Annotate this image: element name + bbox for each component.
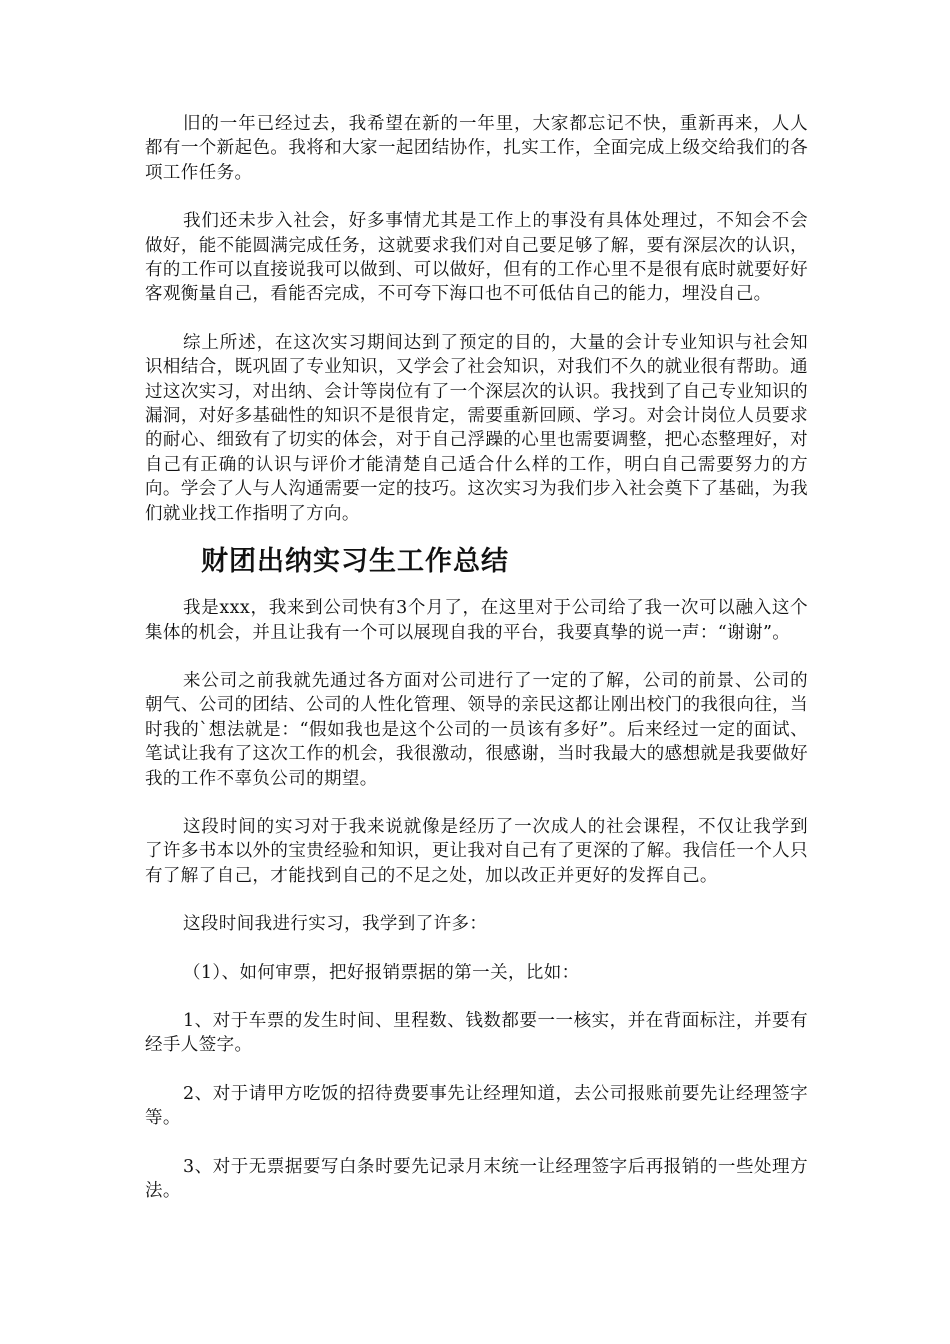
paragraph: 来公司之前我就先通过各方面对公司进行了一定的了解，公司的前景、公司的朝气、公司的团结、公司的人性化管理、领导的亲民这都让刚出校门的我很向往，当时我的`想法就是：“假如我也是这个公司的一员该有多好”。后来经过一定的面试、笔试让我有了这次工作的机会，我很激动，很感谢，当时我最大的感想就是我要做好我的工作不辜负公司的期望。 <box>145 670 808 789</box>
list-heading: （1）、如何审票，把好报销票据的第一关，比如： <box>183 962 580 983</box>
paragraph: 这段时间我进行实习，我学到了许多： <box>183 914 488 935</box>
list-item: 2、对于请甲方吃饭的招待费要事先让经理知道，去公司报账前要先让经理签字等。 <box>145 1083 808 1129</box>
paragraph-spacer <box>145 888 808 912</box>
paragraph: 旧的一年已经过去，我希望在新的一年里，大家都忘记不快，重新再来，人人都有一个新起色。我将和大家一起团结协作，扎实工作，全面完成上级交给我们的各项工作任务。 <box>145 114 808 183</box>
paragraph-spacer <box>145 1058 808 1082</box>
list-item: 3、对于无票据要写白条时要先记录月末统一让经理签字后再报销的一些处理方法。 <box>145 1156 808 1201</box>
paragraph-spacer <box>145 937 808 961</box>
document-page <box>145 112 808 1203</box>
paragraph: 我是xxx，我来到公司快有3个月了，在这里对于公司给了我一次可以融入这个集体的机会，并且让我有一个可以展现自我的平台，我要真挚的说一声：“谢谢”。 <box>145 598 808 643</box>
paragraph: 综上所述，在这次实习期间达到了预定的目的，大量的会计专业知识与社会知识相结合，既巩固了专业知识，又学会了社会知识，对我们不久的就业很有帮助。通过这次实习，对出纳、会计等岗位有了一个深层次的认识。我找到了自己专业知识的漏洞，对好多基础性的知识不是很肯定，需要重新回顾、学习。对会计岗位人员要求的耐心、细致有了切实的体会，对于自己浮躁的心里也需要调整，把心态整理好，对自己有正确的认识与评价才能清楚自己适合什么样的工作，明白自己需要努力的方向。学会了人与人沟通需要一定的技巧。这次实习为我们步入社会奠下了基础，为我们就业找工作指明了方向。 <box>145 332 808 524</box>
paragraph-spacer <box>145 1131 808 1155</box>
paragraph-spacer <box>145 985 808 1009</box>
paragraph-spacer <box>145 791 808 815</box>
document-title: 财团出纳实习生工作总结 <box>201 546 509 578</box>
paragraph-spacer <box>145 185 808 209</box>
paragraph-spacer <box>145 307 808 331</box>
paragraph: 我们还未步入社会，好多事情尤其是工作上的事没有具体处理过，不知会不会做好，能不能圆满完成任务，这就要求我们对自己要足够了解，要有深层次的认识，有的工作可以直接说我可以做到、可以做好，但有的工作心里不是很有底时就要好好客观衡量自己，看能否完成，不可夸下海口也不可低估自己的能力，埋没自己。 <box>145 211 808 305</box>
paragraph: 这段时间的实习对于我来说就像是经历了一次成人的社会课程，不仅让我学到了许多书本以外的宝贵经验和知识，更让我对自己有了更深的了解。我信任一个人只有了解了自己，才能找到自己的不足之处，加以改正并更好的发挥自己。 <box>145 816 808 886</box>
list-item: 1、对于车票的发生时间、里程数、钱数都要一一核实，并在背面标注，并要有经手人签字。 <box>145 1010 808 1056</box>
paragraph-spacer <box>145 645 808 669</box>
